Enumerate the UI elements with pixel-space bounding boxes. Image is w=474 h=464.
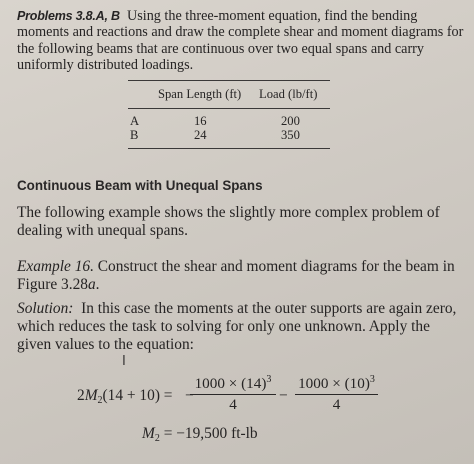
equation-result: $M_2 = -19,500$ ft-lb <box>142 425 258 444</box>
problem-text: Using the three-moment equation, find the bending moments and reactions and draw the complete shear and moment diagrams for the following beams that are continuous over two equal spans and carry uniformly distributed loadings. <box>17 8 464 74</box>
table-bottom-rule <box>128 148 330 149</box>
minus-sign-2: − <box>279 387 288 404</box>
example-period: . <box>95 275 100 293</box>
fraction-1-numerator: $1000 \times (14)^3$ <box>194 374 272 392</box>
fraction-1-denominator: 4 <box>229 396 237 413</box>
section-intro: The following example shows the slightly more complex problem of dealing with unequal spans. <box>17 204 440 240</box>
fraction-term-2 <box>295 374 378 414</box>
row-a-span: 16 <box>194 114 207 128</box>
table-header-rule <box>128 108 330 109</box>
fraction-term-1 <box>190 374 276 414</box>
minus-sign-1: − <box>185 387 194 404</box>
row-a-label: A <box>130 114 140 128</box>
example-text: Construct the shear and moment diagrams for the beam in Figure 3.28 <box>17 258 455 293</box>
row-b-label: B <box>130 128 139 142</box>
row-b-load: 350 <box>281 128 300 142</box>
problem-statement <box>17 8 465 74</box>
section-heading: Continuous Beam with Unequal Spans <box>17 178 263 193</box>
text-cursor-icon: I <box>122 354 126 369</box>
solution-label: Solution: <box>17 300 74 317</box>
problem-prefix: Problems 3.8.A, B <box>17 9 120 23</box>
figure-suffix: a <box>87 275 96 293</box>
equation-lhs: $2M_2(14 + 10)$ = <box>77 387 173 406</box>
row-b-span: 24 <box>194 128 207 142</box>
fraction-2-denominator: 4 <box>332 396 341 413</box>
example-statement <box>17 258 465 293</box>
solution-paragraph <box>17 300 467 354</box>
table-top-rule <box>128 80 330 81</box>
header-load: Load (lb/ft) <box>259 87 318 101</box>
row-a-load: 200 <box>281 114 300 128</box>
solution-text: In this case the moments at the outer supports are again zero, which reduces the task to solving for only one unknown. Apply the given values to the equation: <box>17 300 457 353</box>
fraction-2-numerator: $1000 \times (10)^3$ <box>298 374 375 392</box>
example-label: Example 16. <box>17 258 94 275</box>
header-span-length: Span Length (ft) <box>158 87 242 101</box>
